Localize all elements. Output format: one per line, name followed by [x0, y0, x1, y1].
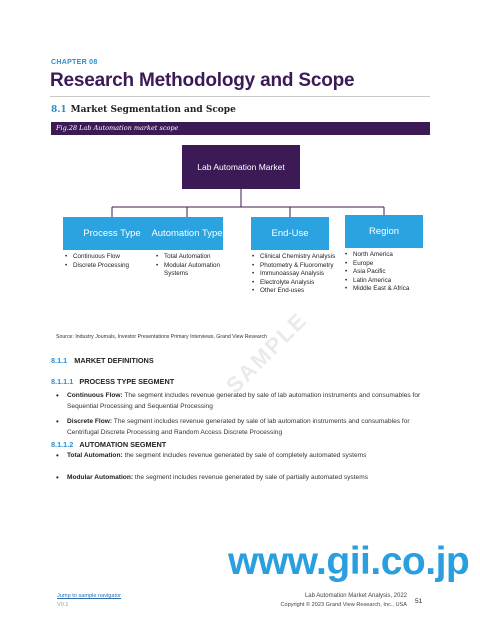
list-item: • Electrolyte Analysis [252, 279, 344, 288]
market-scope-diagram [51, 135, 430, 331]
definitions-title: MARKET DEFINITIONS [74, 356, 154, 365]
list-item: • Europe [345, 260, 415, 269]
list-item: • Other End-uses [252, 287, 344, 296]
section-heading [51, 105, 236, 115]
report-title: Lab Automation Market Analysis, 2022 [304, 593, 407, 599]
definitions-number: 8.1.1 [51, 356, 68, 365]
definition-term: Continuous Flow: [67, 392, 123, 399]
automation-title: AUTOMATION SEGMENT [79, 440, 167, 449]
end-use-items [252, 253, 344, 296]
category-automation-type: Automation Type [151, 217, 223, 250]
process-type-number: 8.1.1.1 [51, 377, 74, 386]
list-item: • Modular Automation Systems [156, 262, 224, 279]
automation-type-items [156, 253, 224, 279]
category-process-type: Process Type [63, 217, 161, 250]
definition-discrete-flow [56, 416, 439, 438]
definition-text: the segment includes revenue generated by sale of partially automated systems [133, 474, 369, 481]
bullet-icon: • [56, 473, 59, 482]
list-item: • Discrete Processing [65, 262, 155, 271]
root-node: Lab Automation Market [182, 145, 300, 189]
definition-total-automation [56, 450, 439, 461]
sample-navigator-link[interactable]: Jump to sample navigator [57, 593, 122, 599]
definitions-heading [51, 356, 154, 365]
figure-caption-bar [51, 122, 430, 135]
definition-term: Discrete Flow: [67, 418, 113, 425]
definition-text: the segment includes revenue generated by sale of completely automated systems [122, 452, 367, 459]
version-label: V0.1 [57, 602, 69, 608]
chapter-label: CHAPTER 08 [51, 59, 98, 66]
title-divider [50, 96, 430, 97]
process-type-title: PROCESS TYPE SEGMENT [79, 377, 175, 386]
category-end-use: End-Use [251, 217, 329, 250]
site-watermark: www.gii.co.jp [228, 540, 470, 583]
section-title: Market Segmentation and Scope [70, 105, 236, 115]
process-type-heading [51, 377, 174, 386]
definition-continuous-flow [56, 390, 439, 412]
list-item: • Total Automation [156, 253, 224, 262]
page-number: 51 [415, 598, 423, 605]
automation-number: 8.1.1.2 [51, 440, 74, 449]
list-item: • Clinical Chemistry Analysis [252, 253, 344, 262]
definition-term: Total Automation: [67, 452, 123, 459]
list-item: • North America [345, 251, 415, 260]
figure-caption: Fig.28 Lab Automation market scope [56, 124, 179, 132]
bullet-icon: • [56, 451, 59, 460]
sample-stamp: SAMPLE [220, 307, 312, 399]
list-item: • Asia Pacific [345, 268, 415, 277]
definition-modular-automation [56, 472, 439, 483]
list-item: • Middle East & Africa [345, 285, 415, 294]
automation-heading [51, 440, 166, 449]
process-type-items [65, 253, 155, 270]
definition-term: Modular Automation: [67, 474, 134, 481]
page-title: Research Methodology and Scope [50, 70, 355, 91]
list-item: • Continuous Flow [65, 253, 155, 262]
bullet-icon: • [56, 417, 59, 426]
region-items [345, 251, 415, 294]
list-item: • Immunoassay Analysis [252, 270, 344, 279]
category-region: Region [345, 215, 423, 248]
definition-text: The segment includes revenue generated by sale of lab automation instruments and consumables for Sequential Processing and Sequential Processing [67, 392, 421, 410]
bullet-icon: • [56, 391, 59, 400]
section-number: 8.1 [51, 105, 67, 115]
list-item: • Photometry & Fluorometry [252, 262, 344, 271]
figure-source: Source: Industry Journals, Investor Presentations Primary Interviews, Grand View Research [56, 334, 267, 340]
definition-text: The segment includes revenue generated by sale of lab automation instruments and consumables for Centrifugal Discrete Processing and Random Access Discrete Processing [67, 418, 410, 436]
copyright-text: Copyright © 2023 Grand View Research, Inc., USA [280, 602, 407, 608]
list-item: • Latin America [345, 277, 415, 286]
